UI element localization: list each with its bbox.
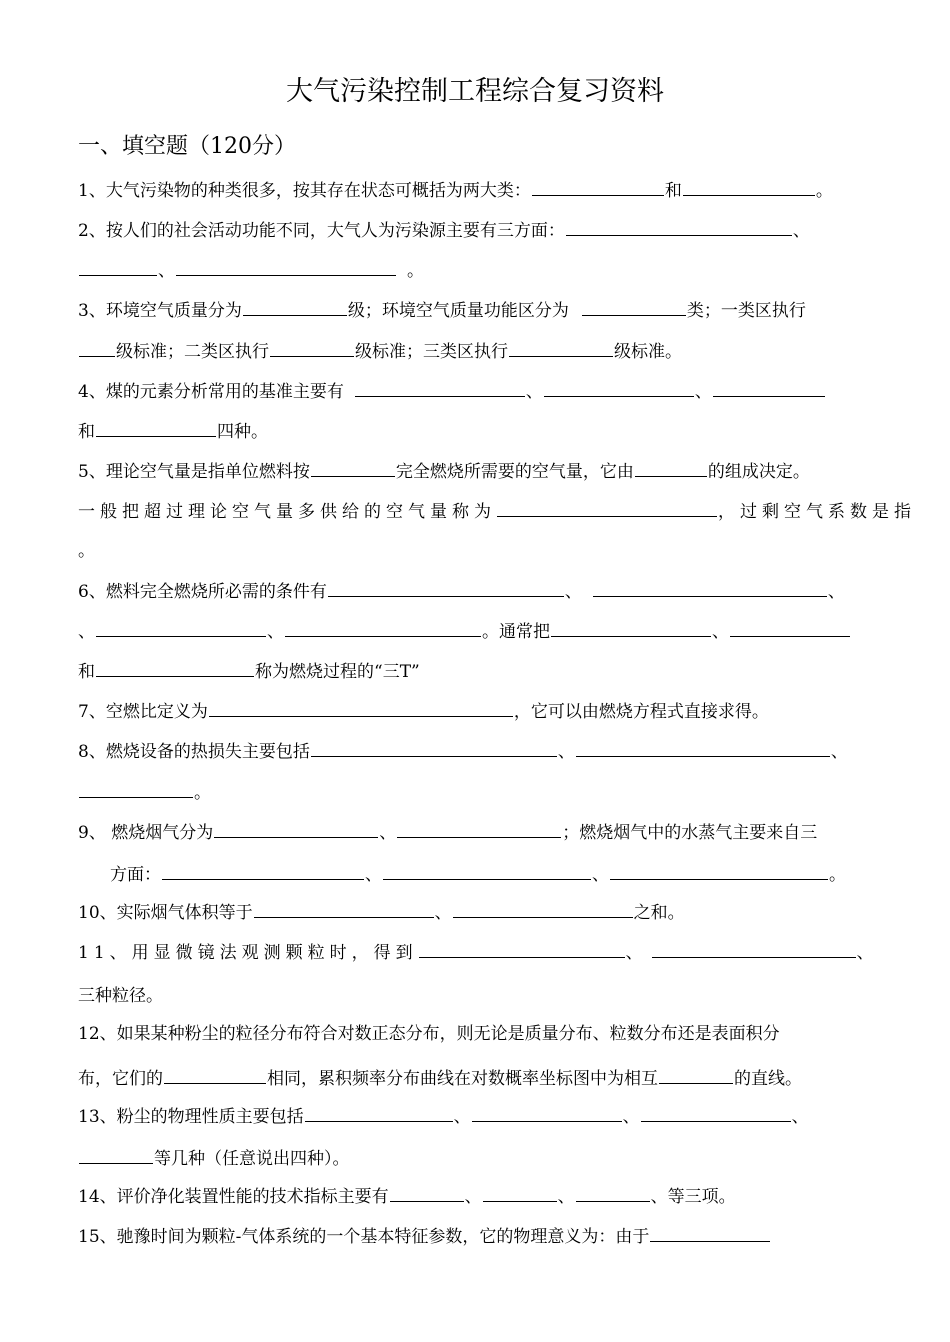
question-text: 、 bbox=[158, 261, 175, 281]
question-text: 8、燃烧设备的热损失主要包括 bbox=[78, 742, 310, 762]
question-text: 、 bbox=[592, 865, 609, 885]
answer-blank[interactable] bbox=[79, 258, 157, 276]
question-text: 四种。 bbox=[217, 422, 268, 442]
question-text: 、 bbox=[78, 622, 95, 642]
question-text: 和 bbox=[78, 662, 95, 682]
question-12 bbox=[78, 1022, 780, 1046]
question-6-continued bbox=[78, 619, 851, 644]
question-text: 三种粒径。 bbox=[78, 986, 163, 1006]
answer-blank[interactable] bbox=[576, 1184, 650, 1202]
question-text: 、 bbox=[564, 582, 582, 602]
question-text: 、等三项。 bbox=[650, 1187, 736, 1207]
question-text: 11、用显微镜法观测颗粒时，得到 bbox=[78, 943, 418, 963]
question-text: 3、环境空气质量分为 bbox=[78, 301, 242, 321]
document-title: 大气污染控制工程综合复习资料 bbox=[286, 76, 664, 107]
question-4-continued bbox=[78, 419, 268, 444]
answer-blank[interactable] bbox=[582, 298, 686, 316]
question-3 bbox=[78, 298, 806, 323]
question-15 bbox=[78, 1224, 771, 1249]
question-text: 、 bbox=[792, 221, 810, 241]
question-5-continued bbox=[78, 499, 916, 524]
question-text: 、 bbox=[525, 382, 543, 402]
answer-blank[interactable] bbox=[551, 619, 711, 637]
question-text: 、 bbox=[856, 943, 874, 963]
question-text: 级标准。 bbox=[614, 342, 682, 362]
question-text: 9、 燃烧烟气分为 bbox=[78, 823, 214, 843]
question-text: 一般把超过理论空气量多供给的空气量称为 bbox=[78, 502, 496, 522]
question-text: 和 bbox=[664, 181, 682, 201]
question-text: 布，它们的 bbox=[78, 1069, 163, 1089]
answer-blank[interactable] bbox=[544, 379, 694, 397]
question-9-continued bbox=[110, 862, 846, 887]
question-text: 、 bbox=[712, 622, 729, 642]
answer-blank[interactable] bbox=[453, 900, 633, 918]
answer-blank[interactable] bbox=[355, 379, 525, 397]
question-text: 级标准；三类区执行 bbox=[355, 342, 508, 362]
question-text: 、 bbox=[365, 865, 382, 885]
question-text: 10、实际烟气体积等于 bbox=[78, 903, 253, 923]
answer-blank[interactable] bbox=[285, 619, 481, 637]
question-text: 。 bbox=[815, 181, 833, 201]
question-11-continued bbox=[78, 984, 163, 1008]
question-text: 1、大气污染物的种类很多，按其存在状态可概括为两大类： bbox=[78, 181, 531, 201]
question-text: 2、按人们的社会活动功能不同，大气人为污染源主要有三方面： bbox=[78, 221, 565, 241]
answer-blank[interactable] bbox=[635, 459, 707, 477]
question-text: 完全燃烧所需要的空气量，它由 bbox=[395, 462, 634, 482]
question-text: 、 bbox=[830, 742, 848, 762]
question-text: 13、粉尘的物理性质主要包括 bbox=[78, 1107, 304, 1127]
answer-blank[interactable] bbox=[532, 178, 664, 196]
question-text: 14、评价净化装置性能的技术指标主要有 bbox=[78, 1187, 389, 1207]
question-text: ，它可以由燃烧方程式直接求得。 bbox=[513, 702, 769, 722]
answer-blank[interactable] bbox=[96, 419, 216, 437]
answer-blank[interactable] bbox=[79, 339, 115, 357]
question-text: 、 bbox=[827, 582, 845, 602]
answer-blank[interactable] bbox=[683, 178, 815, 196]
answer-blank[interactable] bbox=[214, 820, 378, 838]
answer-blank[interactable] bbox=[472, 1104, 622, 1122]
question-text: 方面： bbox=[110, 865, 161, 885]
answer-blank[interactable] bbox=[254, 900, 434, 918]
answer-blank[interactable] bbox=[311, 739, 557, 757]
question-text: 称为燃烧过程的“三T” bbox=[255, 662, 420, 682]
answer-blank[interactable] bbox=[730, 619, 850, 637]
answer-blank[interactable] bbox=[328, 579, 564, 597]
question-text: 等几种（任意说出四种）。 bbox=[154, 1149, 350, 1169]
question-text: 、 bbox=[694, 382, 712, 402]
answer-blank[interactable] bbox=[305, 1104, 453, 1122]
question-13 bbox=[78, 1104, 809, 1129]
question-text: 12、如果某种粉尘的粒径分布符合对数正态分布，则无论是质量分布、粒数分布还是表面积分 bbox=[78, 1024, 780, 1044]
question-3-continued bbox=[78, 339, 682, 364]
question-4 bbox=[78, 379, 826, 404]
question-text: 。 bbox=[407, 261, 424, 281]
answer-blank[interactable] bbox=[652, 940, 856, 958]
answer-blank[interactable] bbox=[390, 1184, 464, 1202]
question-13-continued bbox=[78, 1146, 350, 1171]
question-9 bbox=[78, 820, 817, 845]
answer-blank[interactable] bbox=[79, 1146, 153, 1164]
question-text: 7、空燃比定义为 bbox=[78, 702, 208, 722]
question-text: 类；一类区执行 bbox=[686, 301, 806, 321]
answer-blank[interactable] bbox=[713, 379, 825, 397]
question-text: 。 bbox=[78, 541, 95, 561]
question-text: 的直线。 bbox=[734, 1069, 802, 1089]
answer-blank[interactable] bbox=[483, 1184, 557, 1202]
question-text: 、 bbox=[557, 742, 575, 762]
question-5-end bbox=[78, 539, 95, 563]
answer-blank[interactable] bbox=[164, 1066, 266, 1084]
answer-blank[interactable] bbox=[311, 459, 395, 477]
question-text: 相同，累积频率分布曲线在对数概率坐标图中为相互 bbox=[267, 1069, 658, 1089]
answer-blank[interactable] bbox=[576, 739, 830, 757]
question-8-continued bbox=[78, 780, 211, 805]
section-heading: 一、填空题（120分） bbox=[78, 134, 296, 159]
question-text: 、 bbox=[379, 823, 397, 843]
question-text: 级标准；二类区执行 bbox=[116, 342, 269, 362]
question-text: 。 bbox=[829, 865, 846, 885]
answer-blank[interactable] bbox=[497, 499, 717, 517]
question-text: 、 bbox=[464, 1187, 482, 1207]
question-text: 6、燃料完全燃烧所必需的条件有 bbox=[78, 582, 327, 602]
answer-blank[interactable] bbox=[419, 940, 625, 958]
question-6-end bbox=[78, 659, 420, 684]
question-8 bbox=[78, 739, 848, 764]
answer-blank[interactable] bbox=[566, 218, 792, 236]
answer-blank[interactable] bbox=[96, 619, 266, 637]
question-14 bbox=[78, 1184, 736, 1209]
question-text: 和 bbox=[78, 422, 95, 442]
answer-blank[interactable] bbox=[397, 820, 561, 838]
question-text: 、 bbox=[434, 903, 452, 923]
answer-blank[interactable] bbox=[650, 1224, 770, 1242]
question-text: 之和。 bbox=[633, 903, 685, 923]
answer-blank[interactable] bbox=[176, 258, 396, 276]
question-text: ；燃烧烟气中的水蒸气主要来自三 bbox=[562, 823, 818, 843]
question-text: 、 bbox=[791, 1107, 809, 1127]
question-text: 、 bbox=[267, 622, 284, 642]
question-text: ，过剩空气系数是指 bbox=[718, 502, 916, 522]
question-text: 15、驰豫时间为颗粒-气体系统的一个基本特征参数，它的物理意义为：由于 bbox=[78, 1227, 650, 1247]
question-text: 的组成决定。 bbox=[707, 462, 810, 482]
answer-blank[interactable] bbox=[593, 579, 827, 597]
question-1 bbox=[78, 178, 833, 203]
answer-blank[interactable] bbox=[509, 339, 613, 357]
question-text: 5、理论空气量是指单位燃料按 bbox=[78, 462, 310, 482]
question-text: 、 bbox=[557, 1187, 575, 1207]
question-10 bbox=[78, 900, 685, 925]
question-11 bbox=[78, 940, 874, 965]
answer-blank[interactable] bbox=[610, 862, 828, 880]
answer-blank[interactable] bbox=[641, 1104, 791, 1122]
question-text: 、 bbox=[625, 943, 643, 963]
answer-blank[interactable] bbox=[659, 1066, 733, 1084]
answer-blank[interactable] bbox=[162, 862, 364, 880]
question-text: 、 bbox=[453, 1107, 471, 1127]
question-2 bbox=[78, 218, 810, 243]
question-text: 级；环境空气质量功能区分为 bbox=[347, 301, 569, 321]
question-6 bbox=[78, 579, 845, 604]
question-text: 、 bbox=[622, 1107, 640, 1127]
answer-blank[interactable] bbox=[270, 339, 354, 357]
question-7 bbox=[78, 699, 769, 724]
question-12-continued bbox=[78, 1066, 802, 1091]
question-text: 。 bbox=[194, 783, 211, 803]
question-text: 4、煤的元素分析常用的基准主要有 bbox=[78, 382, 344, 402]
question-text: 。通常把 bbox=[482, 622, 550, 642]
answer-blank[interactable] bbox=[96, 659, 254, 677]
answer-blank[interactable] bbox=[209, 699, 513, 717]
answer-blank[interactable] bbox=[383, 862, 591, 880]
answer-blank[interactable] bbox=[243, 298, 347, 316]
question-2-continued bbox=[78, 258, 424, 283]
answer-blank[interactable] bbox=[79, 780, 193, 798]
question-5 bbox=[78, 459, 810, 484]
